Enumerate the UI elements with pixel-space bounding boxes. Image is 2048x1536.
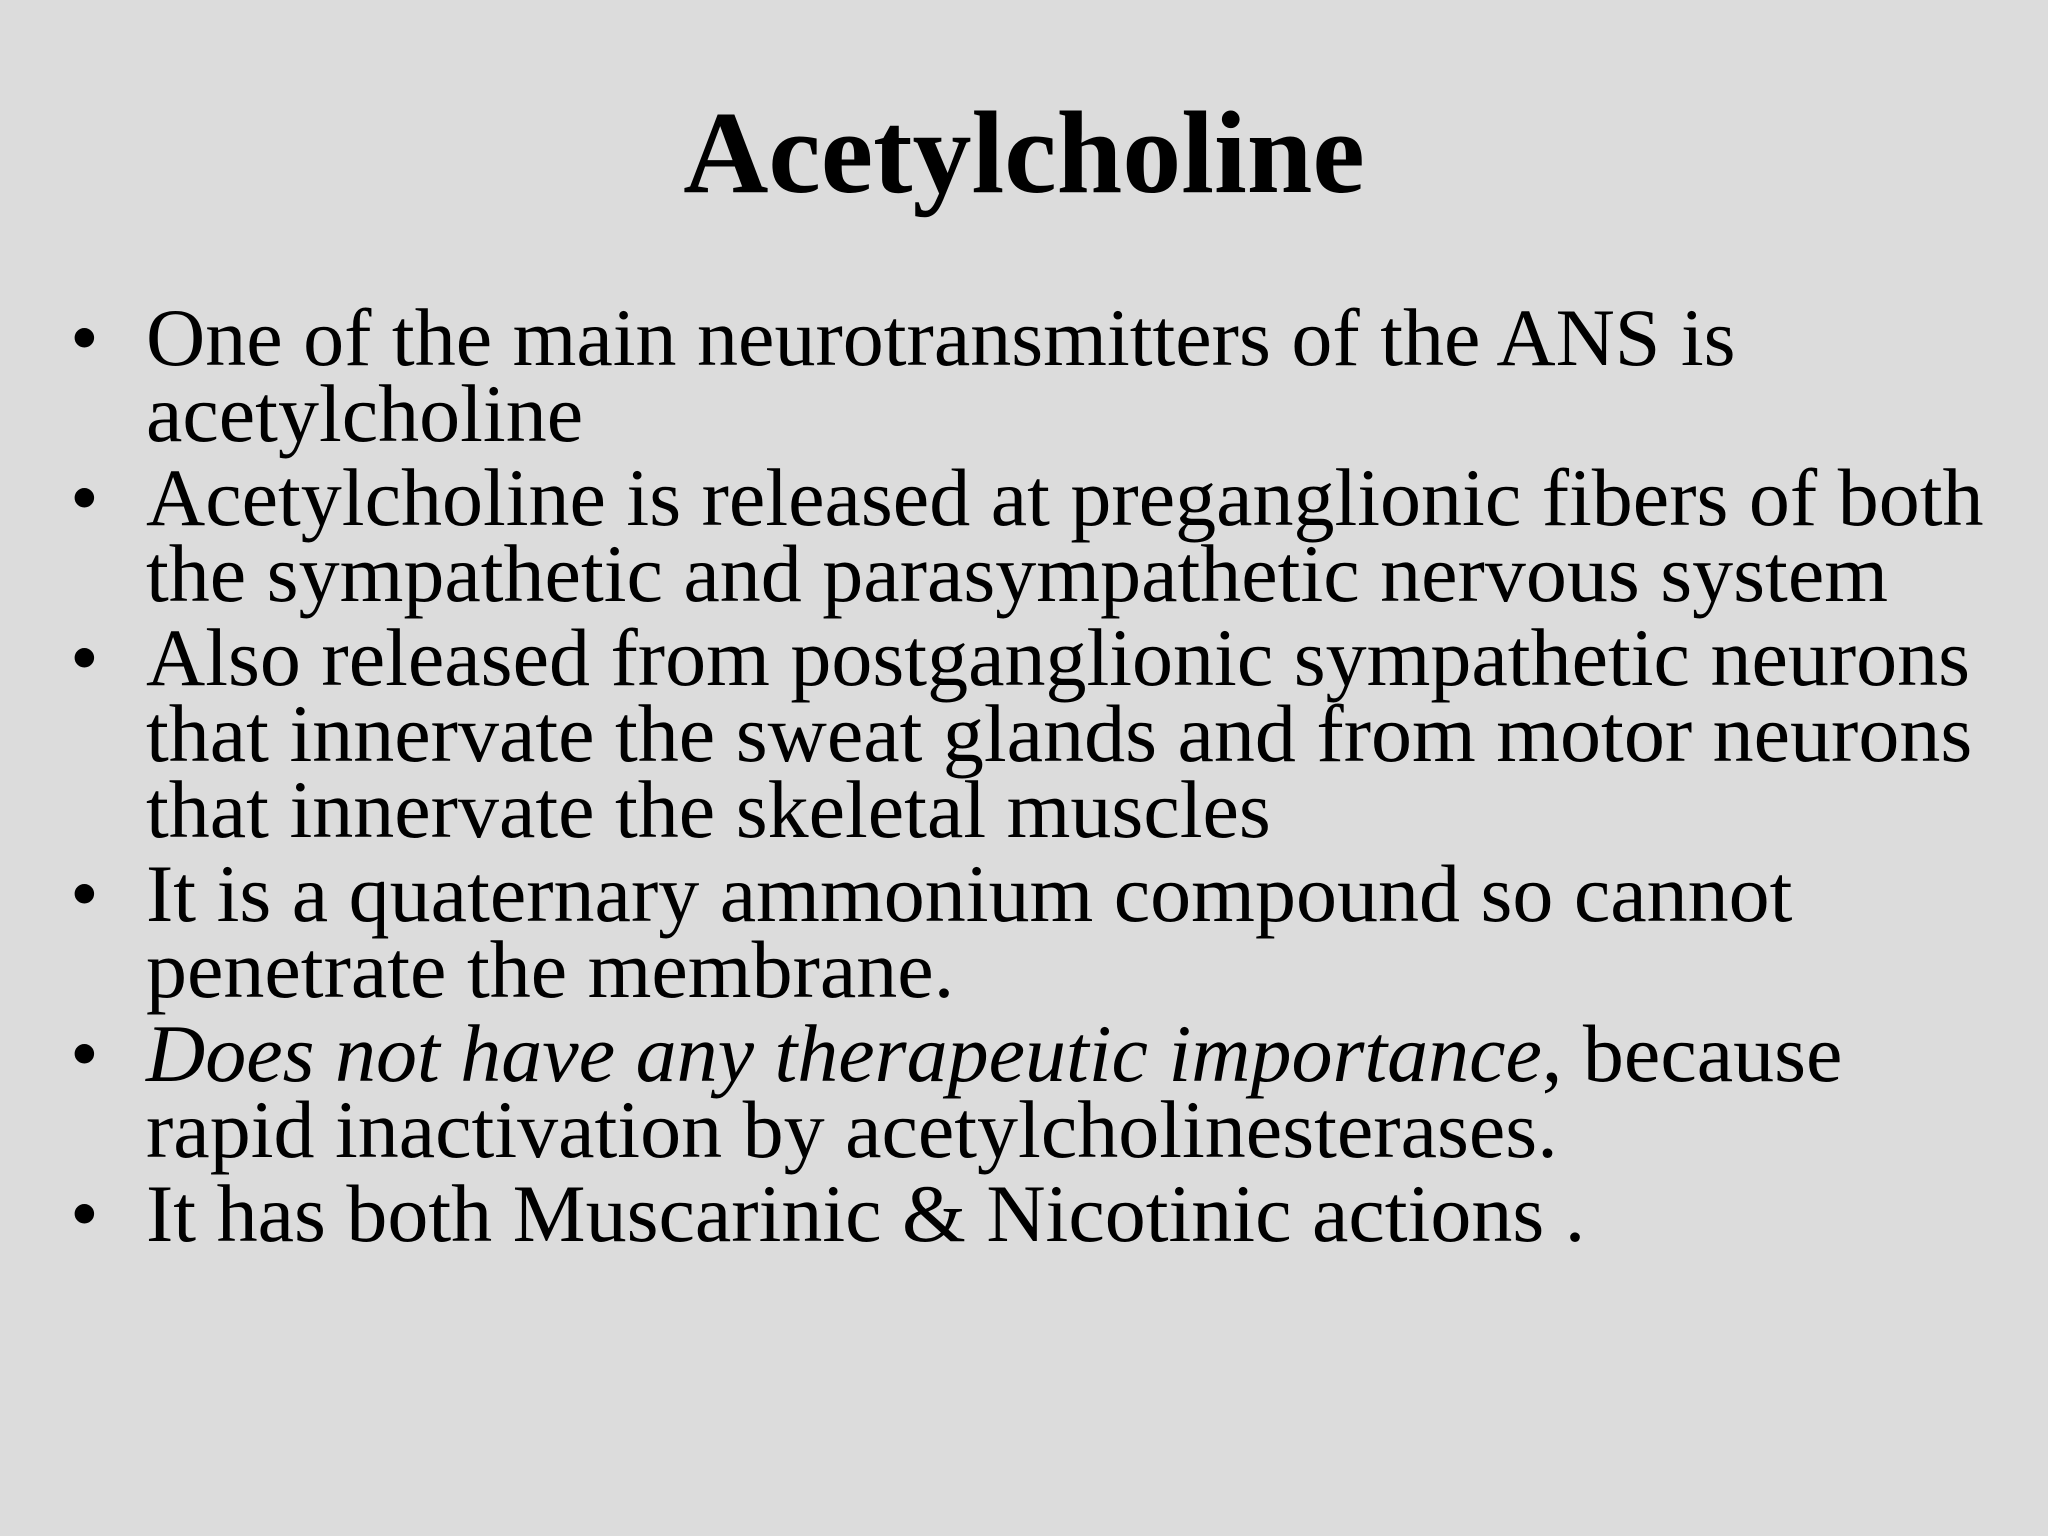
bullet-item-receptor-actions — [66, 1168, 2006, 1259]
bullet-item-quaternary-ammonium — [66, 848, 2006, 1015]
bullet-point-icon: • — [70, 612, 99, 703]
bullet-text: , because rapid inactivation by acetylcholinesterases. — [146, 1008, 1843, 1175]
bullet-item-neurotransmitter — [66, 292, 2006, 459]
bullet-emphasis-text: Does not have any therapeutic importance — [146, 1008, 1542, 1099]
bullet-text: It has both Muscarinic & Nicotinic actions . — [146, 1168, 1586, 1259]
bullet-point-icon: • — [70, 292, 99, 383]
slide-title: Acetylcholine — [683, 87, 1365, 218]
bullet-text: Acetylcholine is released at preganglionic fibers of both the sympathetic and parasympathetic nervous system — [146, 452, 1984, 619]
bullet-item-therapeutic-importance — [66, 1008, 2006, 1175]
bullet-point-icon: • — [70, 452, 99, 543]
bullet-point-icon: • — [70, 1168, 99, 1259]
bullet-list — [66, 292, 2006, 1260]
bullet-item-postganglionic — [66, 612, 2006, 855]
bullet-point-icon: • — [70, 1008, 99, 1099]
bullet-point-icon: • — [70, 848, 99, 939]
bullet-text: Also released from postganglionic sympathetic neurons that innervate the sweat glands and from motor neurons that innervate the skeletal muscles — [146, 612, 1973, 855]
bullet-text: One of the main neurotransmitters of the ANS is acetylcholine — [146, 292, 1736, 459]
bullet-text: It is a quaternary ammonium compound so cannot penetrate the membrane. — [146, 848, 1793, 1015]
bullet-item-preganglionic — [66, 452, 2006, 619]
